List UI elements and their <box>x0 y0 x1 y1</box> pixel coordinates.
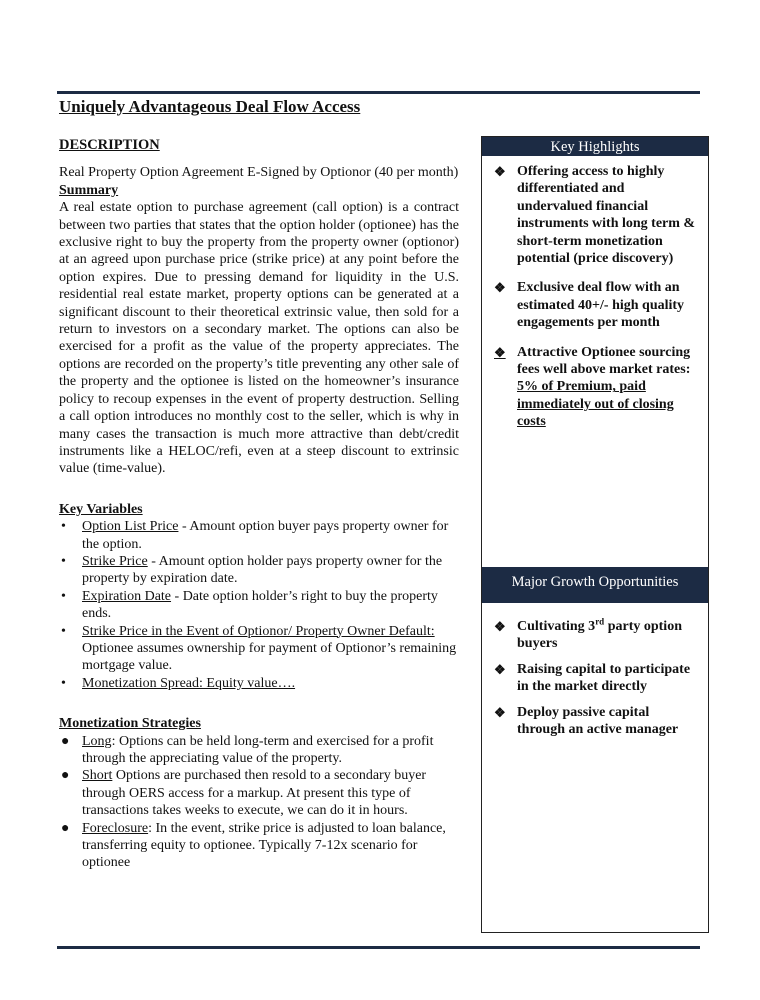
description-heading: DESCRIPTION <box>59 137 160 153</box>
list-item: ❖ Exclusive deal flow with an estimated 40+/- high quality engagements per month <box>494 280 685 331</box>
list-item: • Option List Price - Amount option buyer pays property owner for the option. <box>61 519 449 552</box>
diamond-bullet-icon: ❖ <box>494 704 506 720</box>
growth-header: Major Growth Opportunities <box>482 567 708 603</box>
bottom-rule <box>57 946 700 949</box>
monetization-list <box>59 733 459 872</box>
list-item: ❖ Deploy passive capital through an active manager <box>494 704 679 738</box>
list-item: ● Short Options are purchased then resold to a secondary buyer through OERS access for a markup. At present this type of transactions takes weeks to execute, we can do it in hours. <box>61 768 427 819</box>
highlights-panel <box>481 136 709 933</box>
list-item: ❖ Raising capital to participate in the market directly <box>494 661 691 695</box>
list-item: • Monetization Spread: Equity value…. <box>61 675 296 691</box>
description-column <box>59 137 459 872</box>
list-item: ● Long: Options can be held long-term and exercised for a profit through the appreciating value of the property. <box>61 733 434 766</box>
list-item: • Strike Price - Amount option holder pays property owner for the property by expiration date. <box>61 553 443 587</box>
diamond-bullet-icon: ❖ <box>494 344 506 360</box>
summary-heading: Summary <box>59 182 119 198</box>
list-item: ❖ Cultivating 3rd party option buyers <box>494 616 682 652</box>
list-item: • Expiration Date - Date option holder’s right to buy the property ends. <box>61 588 438 622</box>
diamond-bullet-icon: ❖ <box>494 164 506 179</box>
monetization-heading: Monetization Strategies <box>59 716 201 732</box>
list-item: ● Foreclosure: In the event, strike price is adjusted to loan balance, transferring equity to optionee. Typically 7-12x scenario for optionee <box>61 820 446 871</box>
list-item: ❖ Attractive Optionee sourcing fees well above market rates: 5% of Premium, paid immediately out of closing costs <box>494 344 691 430</box>
top-rule <box>57 91 700 94</box>
key-variables-list <box>59 518 459 692</box>
diamond-bullet-icon: ❖ <box>494 280 506 296</box>
list-item: ❖ Offering access to highly differentiated and undervalued financial instruments with long term & short-term monetization potential (price discovery) <box>494 164 696 267</box>
diamond-bullet-icon: ❖ <box>494 661 506 677</box>
description-intro: Real Property Option Agreement E-Signed by Optionor (40 per month) <box>59 165 459 181</box>
summary-text: A real estate option to purchase agreement (call option) is a contract between two parties that states that the option holder (optionee) has the exclusive right to buy the property from the property owner (optionor) at an agreed upon purchase price (strike price) at any point before the option expires. Due to pressing demand for liquidity in the U.S. residential real estate market, property options can be generated at a significant discount to their theoretical extrinsic value, then sold for a return to investors on a secondary market. The options can also be exercised for a profit as the value of the property appreciates. The options are recorded on the property’s title preventing any other sale of the property and the optionee is listed on the homeowner’s insurance policy to recoup expenses in the event of property destruction. Selling a call option introduces no monthly cost to the seller, which is why in many cases the transaction is much more attractive than debt/credit instruments like a HELOC/refi, even at a steep discount to extrinsic value (time-value). <box>59 200 459 477</box>
list-item: • Strike Price in the Event of Optionor/ Property Owner Default: Optionee assumes ownership for payment of Optionor’s remaining mortgage value. <box>61 623 457 674</box>
key-highlights-header: Key Highlights <box>482 137 708 156</box>
growth-list <box>494 618 699 746</box>
diamond-bullet-icon: ❖ <box>494 619 506 634</box>
key-variables-heading: Key Variables <box>59 501 143 517</box>
key-highlights-list <box>494 163 699 443</box>
page-title: Uniquely Advantageous Deal Flow Access <box>59 97 361 116</box>
